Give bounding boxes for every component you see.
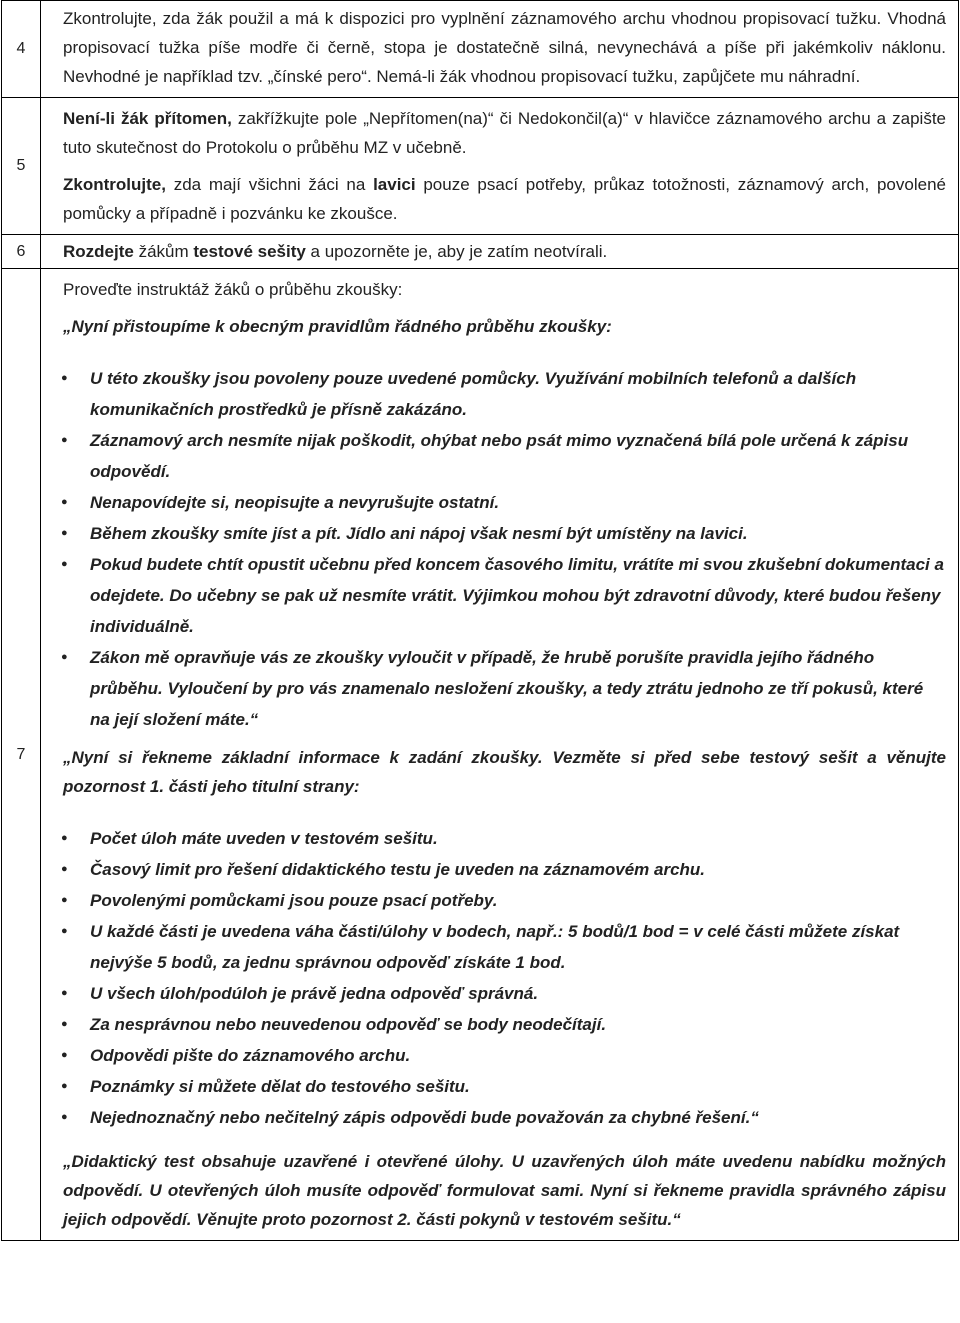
row-4 bbox=[2, 1, 959, 98]
absence-paragraph bbox=[63, 104, 946, 162]
info-heading: „Nyní si řekneme základní informace k zadání zkoušky. Vezměte si před sebe testový sešit a věnujte pozornost 1. části jeho titulní strany: bbox=[63, 748, 946, 796]
desk-check-mid: zda mají všichni žáci na bbox=[165, 175, 374, 194]
step-text bbox=[41, 98, 959, 235]
rule-item: ● Během zkoušky smíte jíst a pít. Jídlo ani nápoj však nesmí být umístěny na lavici. bbox=[63, 518, 946, 549]
desk-check-paragraph bbox=[63, 170, 946, 228]
desk-check-bold: Zkontrolujte, bbox=[63, 175, 166, 194]
step-number: 5 bbox=[2, 98, 41, 235]
desk-check-rest: pouze psací potřeby, průkaz totožnosti, záznamový arch, povolené pomůcky a případně i pozvánku ke zkoušce. bbox=[63, 175, 946, 223]
distribute-paragraph bbox=[63, 237, 946, 266]
booklets-bold: testové sešity bbox=[193, 242, 306, 261]
closing-paragraph: „Didaktický test obsahuje uzavřené i otevřené úlohy. U uzavřených úloh máte uvedenu nabídku možných odpovědí. U otevřených úloh musíte odpověď formulovat sami. Nyní si řekneme pravidla správného zápisu jejich odpovědí. Věnujte proto pozornost 2. části pokynů v testovém sešitu.“ bbox=[63, 1152, 946, 1229]
step-text bbox=[41, 269, 959, 1241]
step-text bbox=[41, 1, 959, 98]
absence-rest: zakřížkujte pole „Nepřítomen(na)“ či Nedokončil(a)“ v hlavičce záznamového archu a zapište tuto skutečnost do Protokolu o průběhu MZ v učebně. bbox=[63, 109, 947, 157]
general-rules-list bbox=[63, 363, 946, 735]
rule-item: ● Za nesprávnou nebo neuvedenou odpověď se body neodečítají. bbox=[63, 1009, 946, 1040]
rule-item: ● Pokud budete chtít opustit učebnu před koncem časového limitu, vrátíte mi svou zkušební dokumentaci a odejdete. Do učebny se pak už nesmíte vrátit. Výjimkou mohou být zdravotní důvody, které budou řešeny individuálně. bbox=[63, 549, 946, 642]
rule-item: ● Povolenými pomůckami jsou pouze psací potřeby. bbox=[63, 885, 946, 916]
distribute-rest: a upozorněte je, aby je zatím neotvírali. bbox=[305, 242, 608, 261]
desk-bold: lavici bbox=[373, 175, 416, 194]
rule-item: ● Nenapovídejte si, neopisujte a nevyrušujte ostatní. bbox=[63, 487, 946, 518]
instruction-table bbox=[1, 0, 959, 1241]
step-number: 4 bbox=[2, 1, 41, 98]
step-text bbox=[41, 235, 959, 269]
rules-heading: „Nyní přistoupíme k obecným pravidlům řádného průběhu zkoušky: bbox=[63, 317, 612, 336]
distribute-bold: Rozdejte bbox=[63, 242, 134, 261]
distribute-mid: žákům bbox=[133, 242, 194, 261]
info-rules-list bbox=[63, 823, 946, 1133]
row-7 bbox=[2, 269, 959, 1241]
rule-item: ● Nejednoznačný nebo nečitelný zápis odpovědi bude považován za chybné řešení.“ bbox=[63, 1102, 946, 1133]
absence-bold: Není-li žák přítomen, bbox=[63, 109, 232, 128]
step-number: 6 bbox=[2, 235, 41, 269]
row-5 bbox=[2, 98, 959, 235]
rule-item: ● U všech úloh/podúloh je právě jedna odpověď správná. bbox=[63, 978, 946, 1009]
rule-item: ● Odpovědi pište do záznamového archu. bbox=[63, 1040, 946, 1071]
rule-item: ● U každé části je uvedena váha části/úlohy v bodech, např.: 5 bodů/1 bod = v celé části můžete získat nejvýše 5 bodů, za jednu správnou odpověď získáte 1 bod. bbox=[63, 916, 946, 978]
rule-item: ● Počet úloh máte uveden v testovém sešitu. bbox=[63, 823, 946, 854]
rule-item: ● Časový limit pro řešení didaktického testu je uveden na záznamovém archu. bbox=[63, 854, 946, 885]
rule-item: ● Záznamový arch nesmíte nijak poškodit, ohýbat nebo psát mimo vyznačená bílá pole určená k zápisu odpovědí. bbox=[63, 425, 946, 487]
step-number: 7 bbox=[2, 269, 41, 1241]
pen-check-text: Zkontrolujte, zda žák použil a má k dispozici pro vyplnění záznamového archu vhodnou propisovací tužku. Vhodná propisovací tužka píše modře či černě, stopa je dostatečně silná, nevynechává a píše při jakémkoliv náklonu. Nevhodné je například tzv. „čínské pero“. Nemá-li žák vhodnou propisovací tužku, zapůjčete mu náhradní. bbox=[63, 9, 946, 86]
row-6 bbox=[2, 235, 959, 269]
rule-item: ● Zákon mě opravňuje vás ze zkoušky vyloučit v případě, že hrubě porušíte pravidla jejího řádného průběhu. Vyloučení by pro vás znamenalo nesložení zkoušky, a tedy ztrátu jednoho ze tří pokusů, které na její složení máte.“ bbox=[63, 642, 946, 735]
instruction-intro: Proveďte instruktáž žáků o průběhu zkoušky: bbox=[63, 280, 403, 299]
rule-item: ● Poznámky si můžete dělat do testového sešitu. bbox=[63, 1071, 946, 1102]
rule-item: ● U této zkoušky jsou povoleny pouze uvedené pomůcky. Využívání mobilních telefonů a dalších komunikačních prostředků je přísně zakázáno. bbox=[63, 363, 946, 425]
